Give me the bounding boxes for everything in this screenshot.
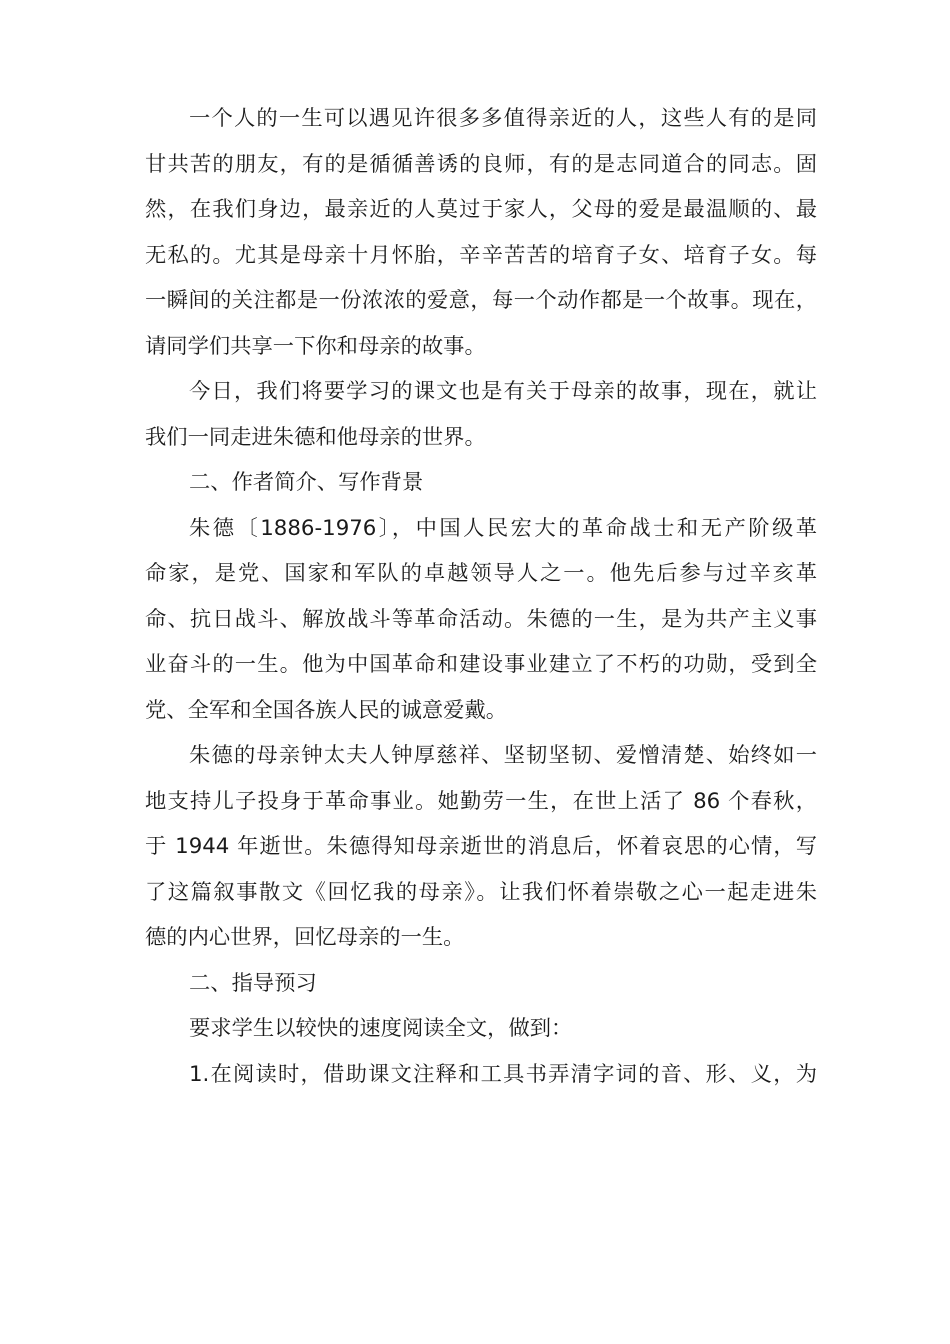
- document-body: [145, 96, 817, 1097]
- paragraph-line: 朱德〔1886-1976〕，中国人民宏大的革命战士和无产阶级革: [189, 515, 817, 541]
- paragraph-line: 命、抗日战斗、解放战斗等革命活动。朱德的一生，是为共产主义事: [145, 606, 817, 632]
- paragraph-line: 命家，是党、国家和军队的卓越领导人之一。他先后参与过辛亥革: [145, 561, 817, 586]
- paragraph-line: 然，在我们身边，最亲近的人莫过于家人，父母的爱是最温顺的、最: [145, 197, 817, 222]
- paragraph-line: 于 1944 年逝世。朱德得知母亲逝世的消息后，怀着哀思的心情，写: [145, 834, 817, 859]
- section-heading: 二、作者简介、写作背景: [189, 470, 424, 495]
- paragraph-line: 无私的。尤其是母亲十月怀胎，辛辛苦苦的培育子女、培育子女。每: [145, 242, 817, 268]
- paragraph-line: 今日，我们将要学习的课文也是有关于母亲的故事，现在，就让: [189, 379, 817, 404]
- paragraph-line: 德的内心世界，回忆母亲的一生。: [145, 925, 465, 950]
- paragraph-line: 了这篇叙事散文《回忆我的母亲》。让我们怀着崇敬之心一起走进朱: [145, 879, 817, 905]
- paragraph-line: 1.在阅读时，借助课文注释和工具书弄清字词的音、形、义，为: [189, 1061, 817, 1087]
- paragraph-line: 朱德的母亲钟太夫人钟厚慈祥、坚韧坚韧、爱憎清楚、始终如一: [189, 743, 817, 768]
- paragraph-line: 一个人的一生可以遇见许很多多值得亲近的人，这些人有的是同: [189, 106, 817, 131]
- paragraph-line: 请同学们共享一下你和母亲的故事。: [145, 333, 486, 359]
- paragraph-line: 要求学生以较快的速度阅读全文，做到：: [189, 1016, 573, 1041]
- paragraph-line: 甘共苦的朋友，有的是循循善诱的良师，有的是志同道合的同志。固: [145, 151, 817, 177]
- paragraph-line: 我们一同走进朱德和他母亲的世界。: [145, 424, 486, 450]
- paragraph-line: 地支持儿子投身于革命事业。她勤劳一生，在世上活了 86 个春秋，: [145, 788, 817, 814]
- paragraph-line: 党、全军和全国各族人民的诚意爱戴。: [145, 697, 508, 723]
- section-heading: 二、指导预习: [189, 970, 317, 996]
- paragraph-line: 业奋斗的一生。他为中国革命和建设事业建立了不朽的功勋，受到全: [145, 652, 817, 677]
- paragraph-line: 一瞬间的关注都是一份浓浓的爱意，每一个动作都是一个故事。现在，: [145, 288, 817, 313]
